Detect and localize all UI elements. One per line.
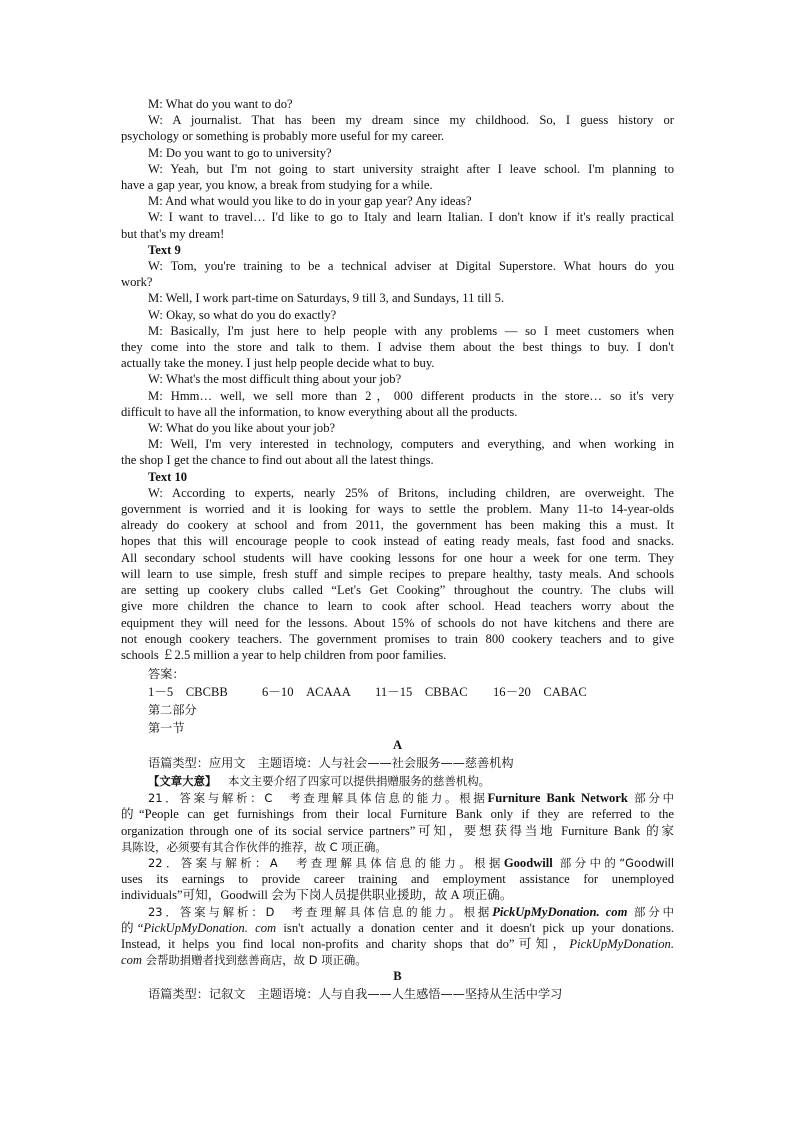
monologue-line: equipment they will need for the lessons. About 15% of schools do not have kitchens and there are — [121, 615, 674, 630]
answers-label: 答案： — [148, 667, 185, 682]
monologue-line: give more children the chance to learn to cook after school. Head teachers worry about the — [121, 599, 674, 614]
text9-title: Text 9 — [148, 242, 181, 257]
dialogue-line: they come into the store and talk to them. I advise them about the best things to buy. I don't — [121, 340, 674, 355]
dialogue-line: W: Yeah, but I'm not going to start university straight after I leave school. I'm planning to — [148, 161, 674, 176]
document-content — [121, 96, 674, 1003]
italic-site-name: com — [121, 953, 142, 968]
italic-site-name: PickUpMyDonation. — [569, 936, 674, 951]
dialogue-line: W: What's the most difficult thing about your job? — [148, 372, 402, 387]
explanation-line — [121, 936, 674, 952]
explanation-line: individuals”可知，Goodwill 会为下岗人员提供职业援助，故 A 项正确。 — [121, 888, 513, 903]
quote-open: 的“ — [121, 920, 144, 935]
monologue-line: W: According to experts, nearly 25% of Britons, including children, are overweight. The — [148, 485, 674, 500]
dialogue-line: have a gap year, you know, a break from studying for a while. — [121, 178, 433, 193]
monologue-line: not enough cookery teachers. The government promises to train 800 cookery teachers and to give — [121, 631, 674, 646]
explanation-line — [121, 904, 674, 920]
explanation-line: uses its earnings to provide career training and employment assistance for unemployed — [121, 872, 674, 887]
monologue-line: schools ￡2.5 million a year to help children from poor families. — [121, 647, 447, 662]
explanation-22 — [121, 855, 674, 904]
answer-group: 1－5 CBCBB — [148, 685, 228, 700]
text9-dialogue — [121, 258, 674, 469]
explanation-line — [121, 920, 674, 936]
monologue-line: are setting up cookery clubs called “Let's Get Cooking” throughout the country. The clubs will — [121, 583, 674, 598]
dialogue-line: actually take the money. I just help people decide what to buy. — [121, 356, 435, 371]
passage-a-letter: A — [392, 738, 403, 753]
explanation-mid: 部分中 — [634, 791, 675, 806]
monologue-line: will learn to use simple, fresh stuff and simple recipes to prepare healthy, tasty meals. And schools — [121, 566, 674, 581]
explanation-prefix: 22．答案与解析：A 考查理解具体信息的能力。根据 — [148, 855, 504, 870]
text8-dialogue — [121, 96, 674, 242]
explanation-line: organization through one of its social service partners”可知，要想获得当地 Furniture Bank 的家 — [121, 823, 674, 838]
dialogue-line: W: Tom, you're training to be a technical adviser at Digital Superstore. What hours do you — [148, 259, 674, 274]
dialogue-line: M: Do you want to go to university? — [148, 145, 332, 160]
dialogue-line: W: I want to travel… I'd like to go to Italy and learn Italian. I don't know if it's really practical — [148, 210, 674, 225]
dialogue-line: M: What do you want to do? — [148, 97, 293, 111]
answer-group: 6－10 ACAAA — [262, 685, 351, 700]
explanation-21 — [121, 790, 674, 855]
explanation-line: 的“People can get furnishings from their local Furniture Bank only if they are referred to the — [121, 807, 674, 822]
keyword-goodwill: Goodwill — [503, 855, 553, 870]
part2-title: 第二部分 — [148, 703, 197, 718]
text10-monologue — [121, 485, 674, 663]
dialogue-line: difficult to have all the information, to know everything about all the products. — [121, 404, 518, 419]
explanation-23 — [121, 904, 674, 969]
keyword-pickupmydonation: PickUpMyDonation. com — [492, 904, 628, 919]
dialogue-line: psychology or something is probably more useful for my career. — [121, 129, 445, 144]
monologue-line: hopes that this will encourage people to cook instead of eating ready meals, fast food and snacks. — [121, 534, 674, 549]
summary-text: 本文主要介绍了四家可以提供捐赠服务的慈善机构。 — [227, 774, 490, 789]
dialogue-line: M: Hmm… well, we sell more than 2，000 different products in the store… so it's very — [148, 388, 674, 403]
explanation-tail: 会帮助捐赠者找到慈善商店，故 D 项正确。 — [141, 953, 367, 968]
answer-group: 16－20 CABAC — [493, 685, 587, 700]
dialogue-line: work? — [121, 275, 153, 290]
dialogue-line: M: Well, I'm very interested in technology, computers and everything, and when working in — [148, 437, 674, 452]
answer-group: 11－15 CBBAC — [375, 685, 468, 700]
quote-text: isn't actually a donation center and it doesn't pick up your donations. — [276, 920, 674, 935]
monologue-line: All secondary school students will have cooking lessons for one hour a week for one term. They — [121, 550, 674, 565]
monologue-line: government is worried and it is looking for ways to settle the problem. Many 11-to 14-year-olds — [121, 502, 674, 517]
explanation-line — [121, 790, 674, 806]
dialogue-line: W: Okay, so what do you do exactly? — [148, 307, 337, 322]
explanation-mid: 部分中的“Goodwill — [559, 855, 674, 870]
explanation-prefix: 23．答案与解析：D 考查理解具体信息的能力。根据 — [148, 904, 493, 919]
summary-label: 【文章大意】 — [148, 774, 217, 789]
quote-text: Instead, it helps you find local non-profits and charity shops that do”可知， — [121, 936, 570, 951]
explanation-prefix: 21．答案与解析：C 考查理解具体信息的能力。根据 — [148, 791, 488, 806]
answers-row — [121, 683, 674, 701]
passage-b-letter: B — [393, 969, 402, 984]
keyword-furniture-bank: Furniture Bank Network — [487, 791, 628, 806]
dialogue-line: M: Well, I work part-time on Saturdays, 9 till 3, and Sundays, 11 till 5. — [148, 291, 505, 306]
dialogue-line: M: Basically, I'm just here to help people with any problems — so I meet customers when — [148, 323, 674, 338]
explanation-line — [121, 952, 674, 968]
dialogue-line: the shop I get the chance to find out about all the latest things. — [121, 453, 434, 468]
explanation-line — [121, 855, 674, 871]
dialogue-line: M: And what would you like to do in your gap year? Any ideas? — [148, 194, 472, 209]
explanation-mid: 部分中 — [633, 904, 674, 919]
passage-a-summary — [121, 772, 674, 790]
dialogue-line: W: What do you like about your job? — [148, 421, 336, 436]
text10-title: Text 10 — [148, 469, 188, 484]
italic-site-name: PickUpMyDonation. com — [143, 920, 277, 935]
monologue-line: already do cookery at school and from 2011, the government has been making this a must. It — [121, 518, 674, 533]
passage-a-type: 语篇类型：应用文 主题语境：人与社会——社会服务——慈善机构 — [148, 756, 514, 771]
explanation-line: 具陈设，必须要有其合作伙伴的推荐，故 C 项正确。 — [121, 839, 387, 854]
section1-title: 第一节 — [148, 721, 185, 736]
dialogue-line: but that's my dream! — [121, 226, 225, 241]
passage-b-type: 语篇类型：记叙文 主题语境：人与自我——人生感悟——坚持从生活中学习 — [148, 987, 563, 1002]
dialogue-line: W: A journalist. That has been my dream since my childhood. So, I guess history or — [148, 113, 674, 128]
